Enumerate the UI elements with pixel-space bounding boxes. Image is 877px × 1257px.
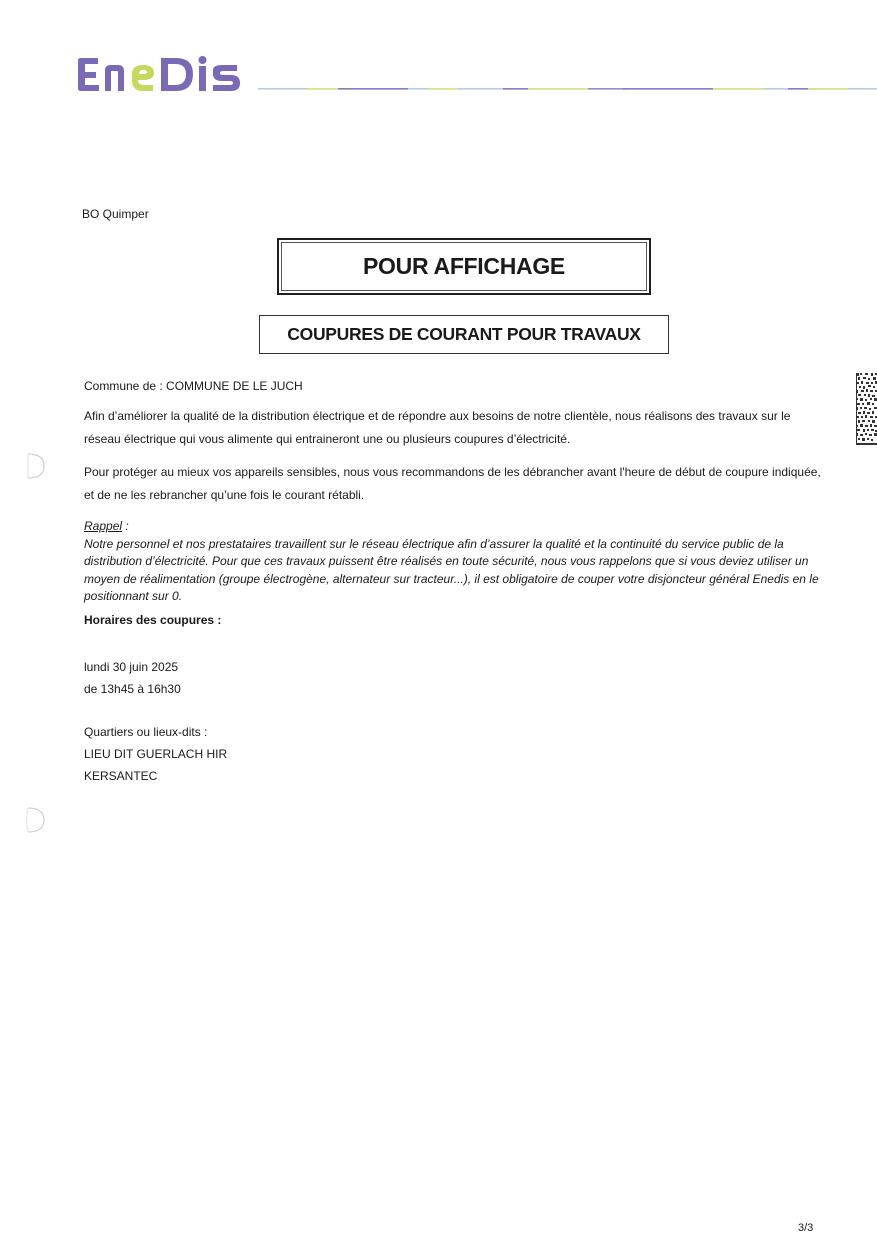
commune-line: Commune de : COMMUNE DE LE JUCH [84,379,303,393]
sender-office: BO Quimper [82,207,149,221]
header-divider [258,86,877,92]
enedis-logo [72,52,252,98]
title-box [277,238,651,295]
rappel-heading [84,518,824,536]
subtitle-box [259,315,669,354]
title-text: POUR AFFICHAGE [363,253,565,279]
punch-hole-top [24,450,46,482]
intro-paragraph: Afin d’améliorer la qualité de la distribution électrique et de répondre aux besoins de notre clientèle, nous réalisons des travaux sur le réseau électrique qui vous alimente qui entraineront une ou plusieurs coupures d’électricité. [84,409,791,446]
rappel-colon: : [122,519,129,533]
affected-places [84,721,227,787]
horaires-title: Horaires des coupures : [84,613,222,627]
outage-time: de 13h45 à 16h30 [84,682,181,696]
rappel-text: Notre personnel et nos prestataires travaillent sur le réseau électrique afin d’assurer la qualité et la continuité du service public de la distribution d’électricité. Pour que ces travaux puissent être réalisés en toute sécurité, nous vous rappelons que si vous deviez utiliser un moyen de réalimentation (groupe électrogène, alternateur sur tracteur...), il est obligatoire de couper votre disjoncteur général Enedis en le positionnant sur 0. [84,536,819,603]
rappel-title: Rappel [84,519,123,533]
subtitle-text: COUPURES DE COURANT POUR TRAVAUX [287,324,641,344]
lieux-title: Quartiers ou lieux-dits : [84,725,208,739]
outage-date: lundi 30 juin 2025 [84,660,179,674]
page-number: 3/3 [798,1222,814,1234]
punch-hole-bottom [24,804,46,836]
datamatrix-code [856,373,877,447]
rappel-block [84,518,824,606]
advice-paragraph: Pour protéger au mieux vos appareils sensibles, nous vous recommandons de les débrancher avant l'heure de début de coupure indiquée, et de ne les rebrancher qu’une fois le courant rétabli. [84,465,821,502]
lieu-item: LIEU DIT GUERLACH HIR [84,747,228,761]
lieu-item: KERSANTEC [84,769,158,783]
outage-schedule [84,656,181,700]
